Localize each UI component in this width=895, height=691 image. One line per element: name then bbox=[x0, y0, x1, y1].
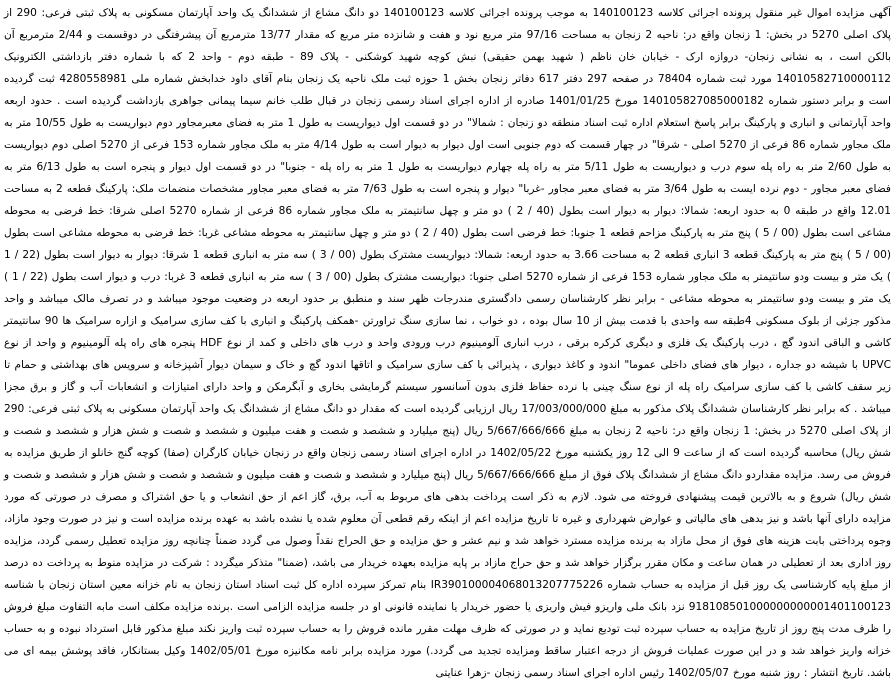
notice-body-text: آگهی مزایده اموال غیر منقول پرونده اجرائی کلاسه 140100123 به موجب پرونده اجرائی کلاسه 140100123 دو دانگ مشاع از ششدانگ یک واحد آپارتمان مسکونی به پلاک ثبتی فرعی: 290 از پلاک اصلی 5270 در بخش: 1 زنجان واقع در: ناحیه 2 زنجان به مساحت 97/16 متر مربع نود و هفت و شانزده متر مربع که مقدار 13/77 مترمربع آن پیشرفتگی در دوقسمت و 2/44 مترمربع آن بالکن است ، به نشانی زنجان- دروازه ارک - خیابان خان ناظم ( شهید بهمن حقیقی) نبش کوچه شهید کوشکنی - پلاک 89 - طبقه دوم - واحد 2 که با شماره دفتر بازداشتی الکترونیک 14010582710000112 مورد ثبت شماره 78404 در صفحه 297 دفتر 617 دفاتر زنجان بخش 1 حوزه ثبت ملک ناحیه یک زنجان بنام آقای داود خدابخش شماره ملی 4280558981 ثبت گردیده است و برابر دستور شماره 140105827085000182 مورخ 1401/01/25 صادره از اداره اجرای اسناد رسمی زنجان در قبال طلب خانم سیما پیمانی جواهری بازداشت گردیده است . حدود اربعه واحد آپارتمانی و انباری و پارکینگ برابر پاسخ استعلام اداره ثبت اسناد منطقه دو زنجان : شمالا" در دو قسمت اول دیواریست به طول 1 متر به فضای معبرمجاور دوم دیواریست به طول 10/55 متر به ملک مجاور شماره 86 فرعی از 5270 اصلی - شرقا" در چهار قسمت که دوم جنوبی است اول دیوار به دیوار است به طول 4/14 متر به ملک مجاور شماره 153 فرعی از 5270 اصلی دوم دیواریست به طول 2/60 متر به راه پله سوم درب و دیواریست به طول 5/11 متر به راه پله چهارم دیواریست به طول 1 متر به راه پله - جنوبا" در دو قسمت اول دیوار و پنجره است به طول 6/13 متر به فضای معبر مجاور - دوم نرده ایست به طول 3/64 متر به فضای معبر مجاور -غربا" دیوار و پنجره است به طول 7/63 متر به فضای معبر مجاور مشخصات منضمات ملک: پارکینگ قطعه 2 به مساحت 12.01 واقع در طبقه 0 به حدود اربعه: شمالا: دیوار به دیوار است بطول (40 / 2 ) دو متر و چهل سانتیمتر به ملک مجاور شماره 86 فرعی از شماره 5270 اصلی شرقا: خط فرضی به محوطه مشاعی است بطول (00 / 5 ) پنج متر به پارکینگ مزاحم قطعه 1 جنوبا: خط فرضی است بطول (40 / 2 ) دو متر و چهل سانتیمتر به محوطه مشاعی غربا: خط فرضی به محوطه مشاعی است بطول (00 / 5 ) پنج متر به پارکینگ قطعه 3 انباری قطعه 2 به مساحت 3.66 به حدود اربعه: شمالا: دیواریست مشترک بطول (00 / 3 ) سه متر به انباری قطعه 1 شرقا: دیوار به دیوار است بطول (22 / 1 ) یک متر و بیست ودو سانتیمتر به ملک مجاور شماره 153 فرعی از شماره 5270 اصلی جنوبا: دیواریست مشترک بطول (00 / 3 ) سه متر به انباری قطعه 3 غربا: درب و دیوار است بطول (22 / 1 ) یک متر و بیست ودو سانتیمتر به محوطه مشاعی - برابر نظر کارشناسان رسمی دادگستری مندرجات ظهر سند و منطبق بر حدود اربعه در وضعیت موجود میباشد و در تصرف مالک میباشد و واحد مذکور جزئی از بلوک مسکونی 4طبقه سه واحدی با قدمت بیش از 10 سال بوده ، دو خواب ، نما سازی سنگ تراورتن -همکف پارکینگ و انباری با کف سازی سرامیک و ازاره سرامیک ها 90 سانتیمتر کاشی و الباقی اندود گچ ، درب پارکینگ یک فلزی و دیگری کرکره برقی ، درب انباری آلومینیوم درب ورودی واحد و درب های داخلی و کمد از نوع HDF پنجره های راه پله آلومینیوم و واحد از نوع UPVC با شیشه دو جداره ، دیوار های فضای داخلی عموما" اندود و کاغذ دیواری ، پذیرائی با کف سازی سرامیک و اتاقها اندود گچ و خاک و سیمان دیوار آشپزخانه و سرویس های بهداشتی و حمام تا زیر سقف کاشی با کف سازی سرامیک راه پله از نوع سنگ چینی با نرده حفاظ فلزی بدون آسانسور سیستم گرمایشی بخاری و آبگرمکن و واحد دارای امتیازات و انشعابات آب و گاز و برق مجزا میباشد . که برابر نظر کارشناسان ششدانگ پلاک مذکور به مبلغ 17/003/000/000 ریال ارزیابی گردیده است که مقدار دو دانگ مشاع از ششدانگ یک واحد آپارتمان مسکونی به پلاک ثبتی فرعی: 290 از پلاک اصلی 5270 در بخش: 1 زنجان واقع در: ناحیه 2 زنجان به مبلغ 5/667/666/666 ریال (پنج میلیارد و ششصد و شصت و هفت میلیون و ششصد و شصت و شش هزار و ششصد و شصت و شش ریال) محاسبه گردیده است که از ساعت 9 الی 12 روز یکشنبه مورخ 1402/05/22 در اداره اجرای اسناد رسمی زنجان واقع در زنجان خیابان کارگران (صفا) کوچه گنج خانلو از طریق مزایده به فروش می رسد. مزایده مقداردو دانگ مشاع از ششدانگ پلاک فوق از مبلغ 5/667/666/666 ریال (پنج میلیارد و ششصد و شصت و هفت میلیون و ششصد و شصت و شش هزار و ششصد و شصت و شش ریال) شروع و به بالاترین قیمت پیشنهادی فروخته می شود. لازم به ذکر است پرداخت بدهی های مربوط به آب، برق، گاز اعم از حق انشعاب و یا حق اشتراک و مصرف در صورتی که مورد مزایده دارای آنها باشد و نیز بدهی های مالیاتی و عوارض شهرداری و غیره تا تاریخ مزایده اعم از اینکه رقم قطعی آن معلوم شده یا نشده باشد به عهده برنده مزایده است و نیز در صورت وجود مازاد، وجوه پرداختی بابت هزینه های فوق از محل مازاد به برنده مزایده مسترد خواهد شد و نیم عشر و حق مزایده و حق الحراج نقداً وصول می گردد ضمناً چنانچه روز مزایده تعطیل رسمی گردد، مزایده روز اداری بعد از تعطیلی در همان ساعت و مکان مقرر برگزار خواهد شد و حق حراج مازاد بر پایه مزایده بعهده خریدار می باشد، (ضمنا" متذکر میگردد : شرکت در مزایده منوط به پرداخت ده درصد از مبلغ پایه کارشناسی یک روز قبل از مزایده به حساب شماره IR390100004068013207775226 بنام تمرکز سپرده اداره کل ثبت اسناد استان زنجان به نام خزانه معین استان زنجان با شناسه 918108501000000000001401100123 نزد بانک ملی واریزو فیش واریزی یا حضور خریدار یا نماینده قانونی او در جلسه مزایده الزامی است .برنده مزایده مکلف است مابه التفاوت مبلغ فروش را ظرف مدت پنج روز از تاریخ مزایده به حساب سپرده ثبت تودیع نماید و در صورتی که ظرف مهلت مقرر مانده فروش را به حساب سپرده ثبت واریز نکند مبلغ مذکور قابل استرداد نبوده و به حساب خزانه واریز خواهد شد و در این صورت عملیات فروش از درجه اعتبار ساقط ومزایده تجدید می گردد.) مورد مزایده برابر نامه مکانیزه مورخ 1402/05/01 وکیل بستانکار، فاقد پوشش بیمه ای می باشد. تاریخ انتشار : روز شنبه مورخ 1402/05/07 رئیس اداره اجرای اسناد رسمی زنجان -زهرا عنایتی bbox=[4, 7, 892, 679]
auction-notice bbox=[2, 2, 893, 689]
